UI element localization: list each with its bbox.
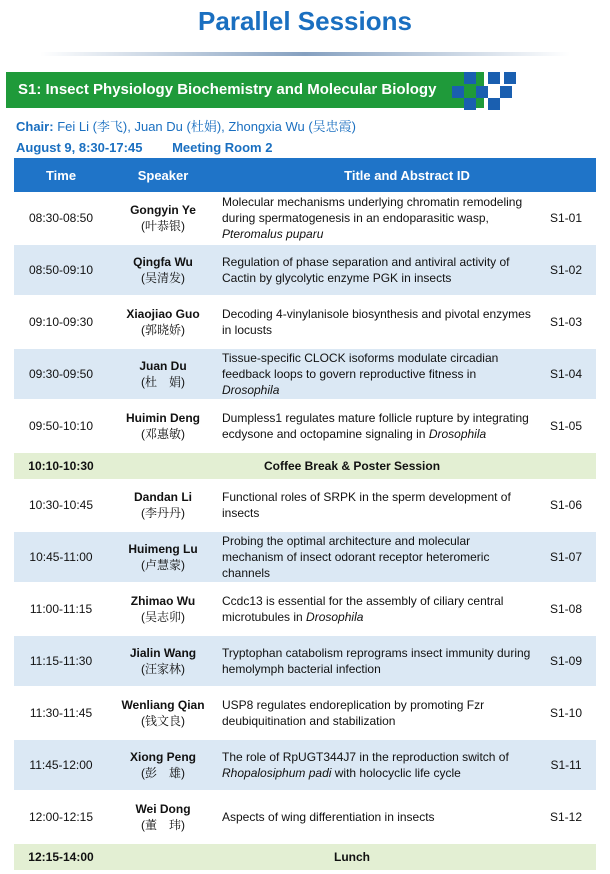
title-text: Aspects of wing differentiation in insects (222, 810, 435, 824)
speaker-chinese-name: (叶恭银) (141, 218, 185, 233)
title-text-end: with holocyclic life cycle (331, 766, 461, 780)
talk-title (218, 192, 536, 244)
table-row (14, 791, 596, 843)
talk-time: 08:50-09:10 (14, 244, 108, 296)
speaker-chinese-name: (卢慧蒙) (141, 558, 185, 572)
title-species: Rhopalosiphum padi (222, 766, 332, 780)
chair-line (16, 116, 356, 135)
talk-title (218, 400, 536, 452)
talk-time: 09:10-09:30 (14, 296, 108, 348)
chair-names: Fei Li (李飞), Juan Du (杜娟), Zhongxia Wu (吴忠霞) (57, 119, 357, 134)
table-row (14, 479, 596, 531)
speaker (108, 531, 218, 583)
table-row (14, 583, 596, 635)
header-speaker: Speaker (108, 158, 218, 192)
table-row (14, 531, 596, 583)
title-text: Probing the optimal architecture and molecular mechanism of insect odorant receptor heteromeric channels (222, 534, 490, 580)
session-banner: S1: Insect Physiology Biochemistry and Molecular Biology (6, 72, 484, 108)
talk-title (218, 791, 536, 843)
checker-decoration (452, 72, 516, 110)
break-label: Coffee Break & Poster Session (108, 452, 596, 479)
title-text: USP8 regulates endoreplication by promoting Fzr deubiquitination and stabilization (222, 698, 485, 728)
break-label: Lunch (108, 843, 596, 870)
speaker-chinese-name: (李丹丹) (141, 505, 185, 520)
title-species: Pteromalus puparu (222, 226, 324, 241)
title-text: Tissue-specific CLOCK isoforms modulate circadian feedback loops to govern reproductive fitness in (222, 351, 499, 381)
talk-title (218, 583, 536, 635)
speaker (108, 791, 218, 843)
talk-time: 11:30-11:45 (14, 687, 108, 739)
speaker-chinese-name: (董 玮) (141, 818, 185, 832)
title-text: Regulation of phase separation and antiviral activity of Cactin by glycolytic enzyme PGK in insects (222, 255, 510, 285)
talk-title (218, 531, 536, 583)
title-text: Functional roles of SRPK in the sperm development of insects (222, 489, 511, 520)
speaker (108, 192, 218, 244)
table-row (14, 687, 596, 739)
header-title-id: Title and Abstract ID (218, 158, 596, 192)
abstract-id: S1-10 (536, 687, 596, 739)
table-row (14, 348, 596, 400)
abstract-id: S1-01 (536, 192, 596, 244)
title-species: Drosophila (222, 383, 280, 397)
talk-title (218, 296, 536, 348)
speaker (108, 583, 218, 635)
speaker-name: Qingfa Wu (133, 255, 193, 269)
table-row (14, 739, 596, 791)
speaker (108, 244, 218, 296)
talk-time: 09:50-10:10 (14, 400, 108, 452)
chair-label: Chair: (16, 119, 54, 134)
speaker-chinese-name: (郭晓娇) (141, 323, 185, 337)
talk-time: 11:15-11:30 (14, 635, 108, 687)
title-species: Drosophila (428, 427, 487, 441)
speaker (108, 687, 218, 739)
speaker-name: Wenliang Qian (121, 698, 205, 712)
page-title: Parallel Sessions (198, 6, 412, 36)
speaker (108, 479, 218, 531)
session-date-time: August 9, 8:30-17:45 (16, 140, 143, 155)
speaker-name: Jialin Wang (129, 646, 197, 660)
abstract-id: S1-04 (536, 348, 596, 400)
abstract-id: S1-06 (536, 479, 596, 531)
title-text: Tryptophan catabolism reprograms insect immunity during hemolymph bacterial infection (222, 646, 531, 676)
table-row (14, 192, 596, 244)
speaker-name: Dandan Li (133, 489, 192, 504)
speaker-name: Zhimao Wu (130, 594, 196, 608)
speaker (108, 635, 218, 687)
abstract-id: S1-11 (536, 739, 596, 791)
talk-title (218, 739, 536, 791)
talk-time: 12:00-12:15 (14, 791, 108, 843)
speaker-chinese-name: (邓惠敏) (141, 427, 185, 441)
talk-time: 10:45-11:00 (14, 531, 108, 583)
title-text: Molecular mechanisms underlying chromatin remodeling during spermatogenesis in an endoparasitic wasp, (222, 194, 523, 225)
title-text: Decoding 4-vinylanisole biosynthesis and pivotal enzymes in locusts (222, 307, 531, 337)
table-row (14, 400, 596, 452)
title-species: Drosophila (306, 610, 364, 624)
break-time: 10:10-10:30 (14, 452, 108, 479)
header-time: Time (14, 158, 108, 192)
table-row (14, 296, 596, 348)
talk-time: 11:00-11:15 (14, 583, 108, 635)
speaker-name: Xiaojiao Guo (126, 307, 200, 321)
abstract-id: S1-03 (536, 296, 596, 348)
date-line (16, 140, 272, 155)
speaker-chinese-name: (吴清发) (141, 271, 185, 285)
talk-title (218, 687, 536, 739)
table-row (14, 635, 596, 687)
speaker-name: Gongyin Ye (130, 202, 196, 217)
speaker-name: Wei Dong (135, 802, 191, 816)
speaker-chinese-name: (吴志卯) (141, 610, 185, 624)
title-text: The role of RpUGT344J7 in the reproduction switch of (222, 750, 509, 764)
talk-time: 10:30-10:45 (14, 479, 108, 531)
coffee-break-row (14, 452, 596, 479)
abstract-id: S1-07 (536, 531, 596, 583)
abstract-id: S1-02 (536, 244, 596, 296)
talk-title (218, 348, 536, 400)
speaker (108, 348, 218, 400)
speaker (108, 400, 218, 452)
schedule-table (14, 158, 596, 870)
speaker-name: Huimeng Lu (128, 542, 198, 556)
speaker (108, 296, 218, 348)
speaker-chinese-name: (杜 娟) (141, 375, 185, 389)
table-row (14, 244, 596, 296)
title-text: Dumpless1 regulates mature follicle rupture by integrating ecdysone and octopamine signaling in (222, 411, 529, 441)
talk-title (218, 479, 536, 531)
table-header (14, 158, 596, 192)
talk-time: 11:45-12:00 (14, 739, 108, 791)
talk-time: 09:30-09:50 (14, 348, 108, 400)
talk-time: 08:30-08:50 (14, 192, 108, 244)
speaker-chinese-name: (钱文良) (141, 714, 185, 728)
abstract-id: S1-09 (536, 635, 596, 687)
abstract-id: S1-05 (536, 400, 596, 452)
talk-title (218, 244, 536, 296)
speaker-name: Huimin Deng (126, 411, 200, 425)
speaker (108, 739, 218, 791)
speaker-chinese-name: (汪家林) (141, 662, 185, 676)
meeting-room: Meeting Room 2 (172, 140, 273, 155)
abstract-id: S1-08 (536, 583, 596, 635)
lunch-row (14, 843, 596, 870)
title-divider (40, 52, 570, 56)
speaker-name: Xiong Peng (130, 750, 196, 764)
title-text: Ccdc13 is essential for the assembly of ciliary central microtubules in (222, 594, 504, 624)
speaker-chinese-name: (彭 雄) (141, 766, 185, 780)
talk-title (218, 635, 536, 687)
abstract-id: S1-12 (536, 791, 596, 843)
break-time: 12:15-14:00 (14, 843, 108, 870)
speaker-name: Juan Du (139, 359, 187, 373)
